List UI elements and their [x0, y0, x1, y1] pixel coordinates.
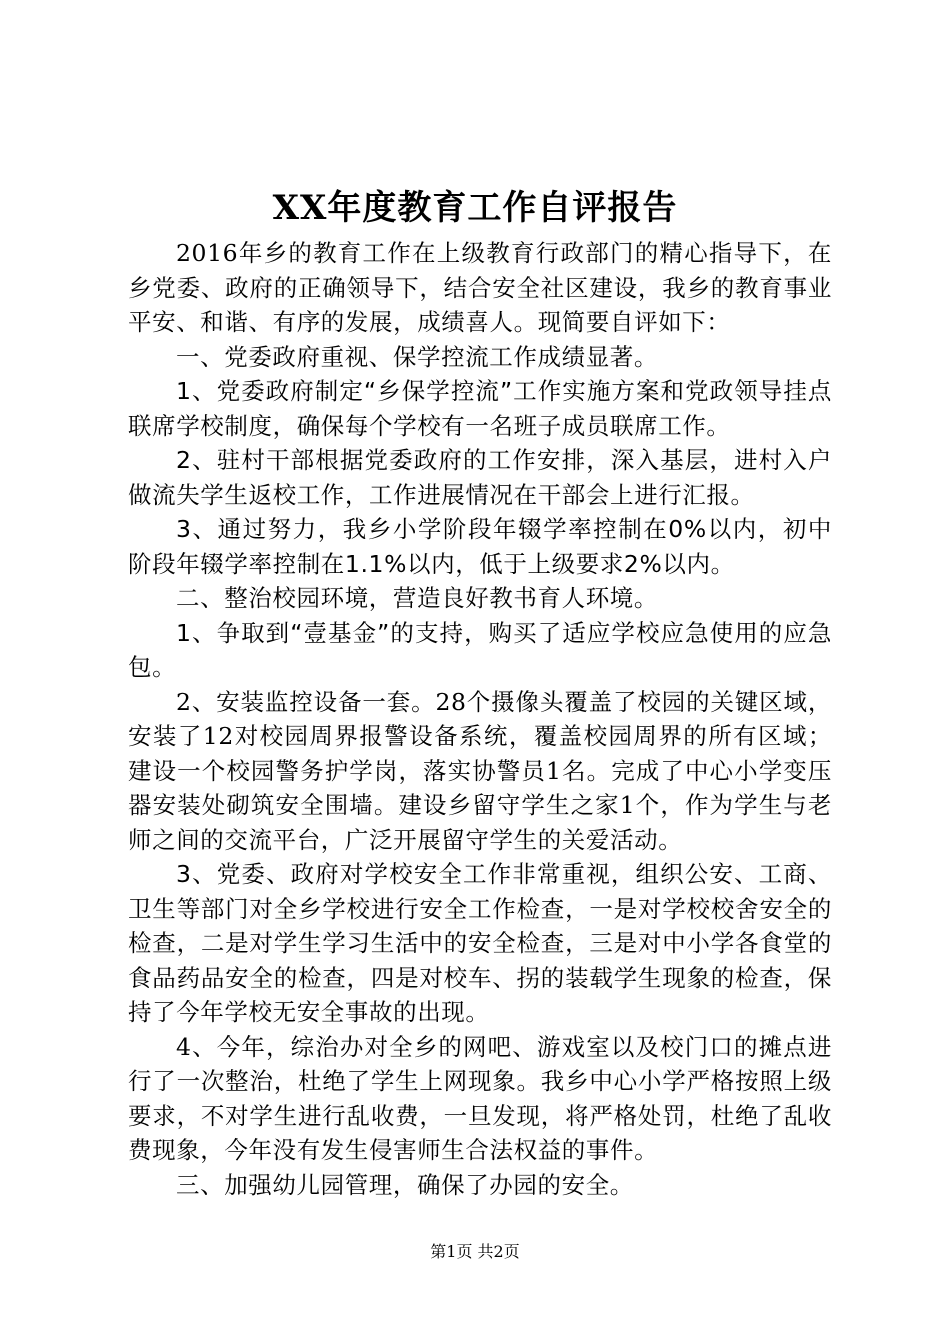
paragraph-1-1: 1、党委政府制定“乡保学控流”工作实施方案和党政领导挂点联席学校制度，确保每个学校有一名班子成员联席工作。 — [128, 377, 832, 440]
section-heading-2: 二、整治校园环境，营造良好教书育人环境。 — [176, 584, 658, 612]
page-footer: 第1页 共2页 — [430, 1242, 520, 1261]
paragraph-2-4: 4、今年，综治办对全乡的网吧、游戏室以及校门口的摊点进行了一次整治，杜绝了学生上网现象。我乡中心小学严格按照上级要求，不对学生进行乱收费，一旦发现，将严格处罚，杜绝了乱收费现象，今年没有发生侵害师生合法权益的事件。 — [128, 1032, 832, 1164]
paragraph-2-1: 1、争取到“壹基金”的支持，购买了适应学校应急使用的应急包。 — [128, 618, 832, 681]
paragraph-2-3: 3、党委、政府对学校安全工作非常重视，组织公安、工商、卫生等部门对全乡学校进行安全工作检查，一是对学校校舍安全的检查，二是对学生学习生活中的安全检查，三是对中小学各食堂的食品药品安全的检查，四是对校车、拐的装载学生现象的检查，保持了今年学校无安全事故的出现。 — [128, 860, 832, 1026]
paragraph-1-3: 3、通过努力，我乡小学阶段年辍学率控制在0%以内，初中阶段年辍学率控制在1.1%以内，低于上级要求2%以内。 — [128, 515, 832, 578]
document-title: XX年度教育工作自评报告 — [272, 188, 678, 228]
paragraph-intro: 2016年乡的教育工作在上级教育行政部门的精心指导下，在乡党委、政府的正确领导下，结合安全社区建设，我乡的教育事业平安、和谐、有序的发展，成绩喜人。现简要自评如下： — [128, 239, 832, 336]
paragraph-1-2: 2、驻村干部根据党委政府的工作安排，深入基层，进村入户做流失学生返校工作，工作进展情况在干部会上进行汇报。 — [128, 446, 832, 509]
section-heading-3: 三、加强幼儿园管理，确保了办园的安全。 — [176, 1170, 634, 1199]
document-body — [128, 236, 832, 1202]
section-heading-1: 一、党委政府重视、保学控流工作成绩显著。 — [176, 342, 658, 371]
paragraph-2-2: 2、安装监控设备一套。28个摄像头覆盖了校园的关键区域，安装了12对校园周界报警设备系统，覆盖校园周界的所有区域；建设一个校园警务护学岗，落实协警员1名。完成了中心小学变压器安装处砌筑安全围墙。建设乡留守学生之家1个，作为学生与老师之间的交流平台，广泛开展留守学生的关爱活动。 — [128, 687, 832, 854]
